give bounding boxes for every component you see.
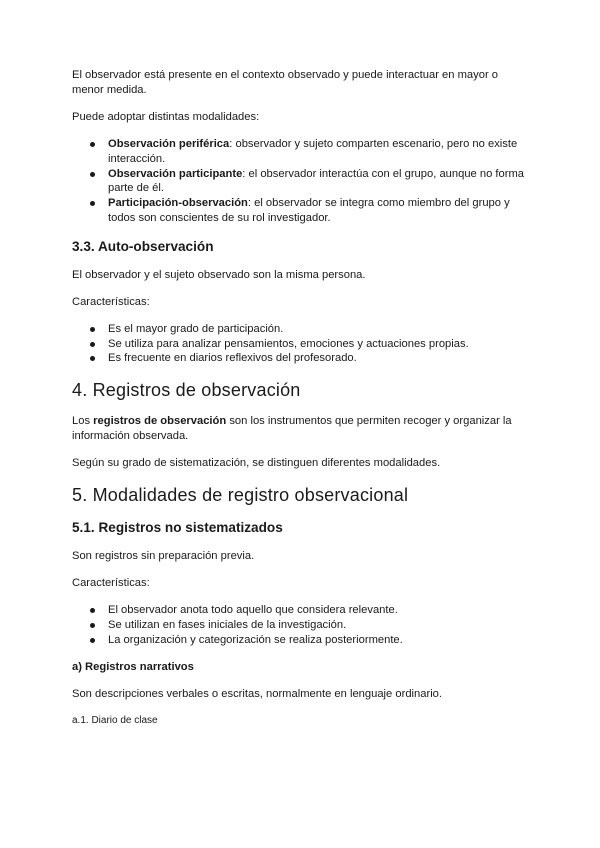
subheading-registros-narrativos: a) Registros narrativos [72, 660, 194, 673]
list-item: Se utiliza para analizar pensamientos, emociones y actuaciones propias. [108, 337, 532, 352]
term-label: Observación periférica [108, 138, 230, 150]
characteristics-label: Características: [72, 295, 150, 308]
list-item [108, 167, 532, 197]
subheading-diario-de-clase: a.1. Diario de clase [72, 714, 158, 726]
section-heading-registros: 4. Registros de observación [72, 380, 301, 401]
term-description: : el observador se integra como miembro del grupo y todos son conscientes de su rol investigador. [108, 197, 510, 224]
no-sistematizados-characteristics-list [72, 603, 532, 647]
auto-definition: El observador y el sujeto observado son la misma persona. [72, 268, 366, 281]
term-label: Observación participante [108, 167, 243, 180]
registros-definition: Los registros de observación son los instrumentos que permiten recoger y organizar la información observada. [72, 415, 512, 443]
characteristics-label: Características: [72, 577, 150, 590]
auto-characteristics-list [72, 322, 532, 366]
registros-modalities-note: Según su grado de sistematización, se distinguen diferentes modalidades. [72, 457, 441, 470]
observation-modalities-list [72, 137, 532, 226]
no-sistematizados-definition: Son registros sin preparación previa. [72, 550, 255, 563]
list-item: Se utilizan en fases iniciales de la investigación. [108, 618, 532, 633]
section-heading-modalidades: 5. Modalidades de registro observacional [72, 485, 409, 506]
list-item: Es frecuente en diarios reflexivos del profesorado. [108, 351, 532, 366]
modalities-intro: Puede adoptar distintas modalidades: [72, 111, 260, 123]
list-item [108, 137, 532, 167]
intro-paragraph: El observador está presente en el contexto observado y puede interactuar en mayor o menor medida. [72, 69, 499, 96]
list-item: La organización y categorización se realiza posteriormente. [108, 633, 532, 648]
term-label: Participación-observación [108, 197, 248, 210]
bold-term: registros de observación [93, 415, 227, 428]
list-item: Es el mayor grado de participación. [108, 322, 532, 337]
section-heading-auto-observacion: 3.3. Auto-observación [72, 238, 214, 254]
term-description: : observador y sujeto comparten escenario, pero no existe interacción. [108, 138, 518, 165]
term-description: : el observador interactúa con el grupo, aunque no forma parte de él. [108, 167, 525, 195]
document-page [72, 68, 532, 728]
list-item: El observador anota todo aquello que considera relevante. [108, 603, 532, 618]
list-item [108, 196, 532, 226]
subsection-heading-no-sistematizados: 5.1. Registros no sistematizados [72, 520, 283, 536]
narrativos-definition: Son descripciones verbales o escritas, normalmente en lenguaje ordinario. [72, 687, 443, 700]
